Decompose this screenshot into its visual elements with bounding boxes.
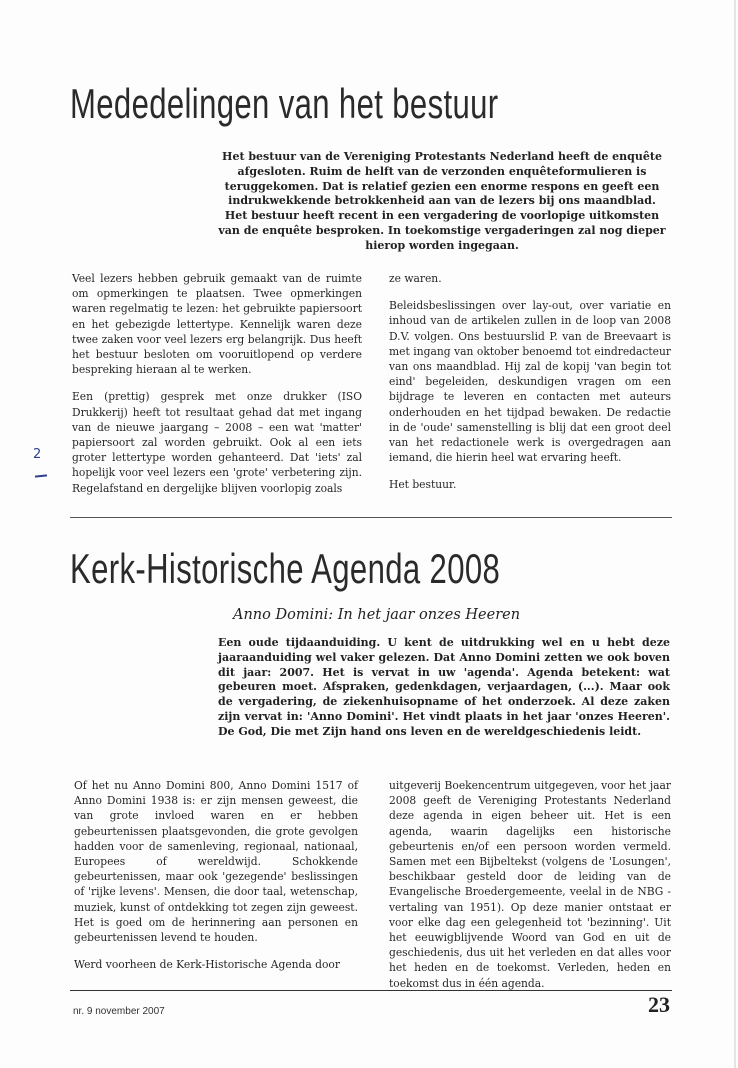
scan-edge [734, 0, 736, 1068]
page-number: 23 [648, 992, 670, 1017]
section2-title: Kerk-Historische Agenda 2008 [70, 545, 501, 592]
section1-column-left [72, 271, 362, 508]
section1-title: Mededelingen van het bestuur [70, 80, 499, 127]
handwritten-margin-mark: 2 [33, 447, 42, 462]
signature: Het bestuur. [389, 478, 457, 492]
section2-subtitle: Anno Domini: In het jaar onzes Heeren [233, 607, 521, 623]
section2-column-left [74, 778, 358, 984]
issue-label: nr. 9 november 2007 [73, 1006, 165, 1017]
section1-intro: Het bestuur van de Vereniging Protestants Nederland heeft de enquête afgesloten. Ruim de helft van de verzonden enquêteformulieren is teruggekomen. Dat is relatief gezien een enorme respons en geeft een indrukwekkende betrokkenheid aan van de lezers bij ons maandblad. Het bestuur heeft recent in een vergadering de voorlopige uitkomsten van de enquête besproken. In toekomstige vergaderingen zal nog dieper hierop worden ingegaan. [218, 150, 666, 252]
paragraph: Veel lezers hebben gebruik gemaakt van de ruimte om opmerkingen te plaatsen. Twee opmerkingen waren regelmatig te lezen: het gebruikte papiersoort en het gebezigde lettertype. Kennelijk waren deze twee zaken voor veel lezers erg belangrijk. Dus heeft het bestuur besloten om vooruitlopend op verdere bespreking hieraan al te werken. [72, 272, 362, 377]
section-divider [70, 517, 672, 518]
paragraph: Een (prettig) gesprek met onze drukker (ISO Drukkerij) heeft tot resultaat gehad dat met ingang van de nieuwe jaargang – 2008 – een wat 'matter' papiersoort zal worden gebruikt. Ook al een iets groter lettertype worden gehanteerd. Dat 'iets' zal hopelijk voor veel lezers een 'grote' verbetering zijn. Regelafstand en dergelijke blijven voorlopig zoals [72, 390, 362, 495]
footer-rule [70, 990, 672, 991]
paragraph: Werd voorheen de Kerk-Historische Agenda door [74, 958, 340, 972]
section1-column-right [389, 271, 671, 505]
paragraph: Beleidsbeslissingen over lay-out, over variatie en inhoud van de artikelen zullen in de loop van 2008 D.V. volgen. Ons bestuurslid P. van de Breevaart is met ingang van oktober benoemd tot eindredacteur van ons maandblad. Hij zal de kopij 'van begin tot eind' begeleiden, deskundigen vragen om een bijdrage te leveren en contacten met auteurs onderhouden en het tijdpad bewaken. De redactie in de 'oude' samenstelling is blij dat een groot deel van het redactionele werk is overgedragen aan iemand, die hierin heel wat ervaring heeft. [389, 299, 671, 465]
paragraph: Of het nu Anno Domini 800, Anno Domini 1517 of Anno Domini 1938 is: er zijn mensen geweest, die van grote invloed waren en er hebben gebeurtenissen plaatsgevonden, die grote gevolgen hadden voor de samenleving, regionaal, nationaal, Europees of wereldwijd. Schokkende gebeurtenissen, maar ook 'gezegende' beslissingen of 'rijke levens'. Mensen, die door taal, wetenschap, muziek, kunst of ontdekking tot zegen zijn geweest. Het is goed om de herinnering aan personen en gebeurtenissen levend te houden. [74, 779, 358, 945]
section2-intro: Een oude tijdaanduiding. U kent de uitdrukking wel en u hebt deze jaaraanduiding wel vaker gelezen. Dat Anno Domini zetten we ook boven dit jaar: 2007. Het is vervat in uw 'agenda'. Agenda betekent: wat gebeuren moet. Afspraken, gedenkdagen, verjaardagen, (...). Maar ook de vergadering, de ziekenhuisopname of het onderzoek. Al deze zaken zijn vervat in: 'Anno Domini'. Het vindt plaats in het jaar 'onzes Heeren'. De God, Die met Zijn hand ons leven en de wereldgeschiedenis leidt. [218, 636, 670, 738]
paragraph: ze waren. [389, 272, 442, 285]
handwritten-dash [35, 474, 47, 477]
section2-column-right [389, 778, 671, 1003]
paragraph: uitgeverij Boekencentrum uitgegeven, voor het jaar 2008 geeft de Vereniging Protestants Nederland deze agenda in eigen beheer uit. Het is een agenda, waarin dagelijks een historische gebeurtenis en/of een persoon worden vermeld. Samen met een Bijbeltekst (volgens de 'Losungen', beschikbaar gesteld door de leiding van de Evangelische Broedergemeente, veelal in de NBG - vertaling van 1951). Op deze manier ontstaat er voor elke dag een gelegenheid tot 'bezinning'. Uit het eeuwigblijvende Woord van God en uit de geschiedenis, dus uit het verleden en dat alles voor het heden en de toekomst. Verleden, heden en toekomst dus in één agenda. [389, 779, 671, 990]
